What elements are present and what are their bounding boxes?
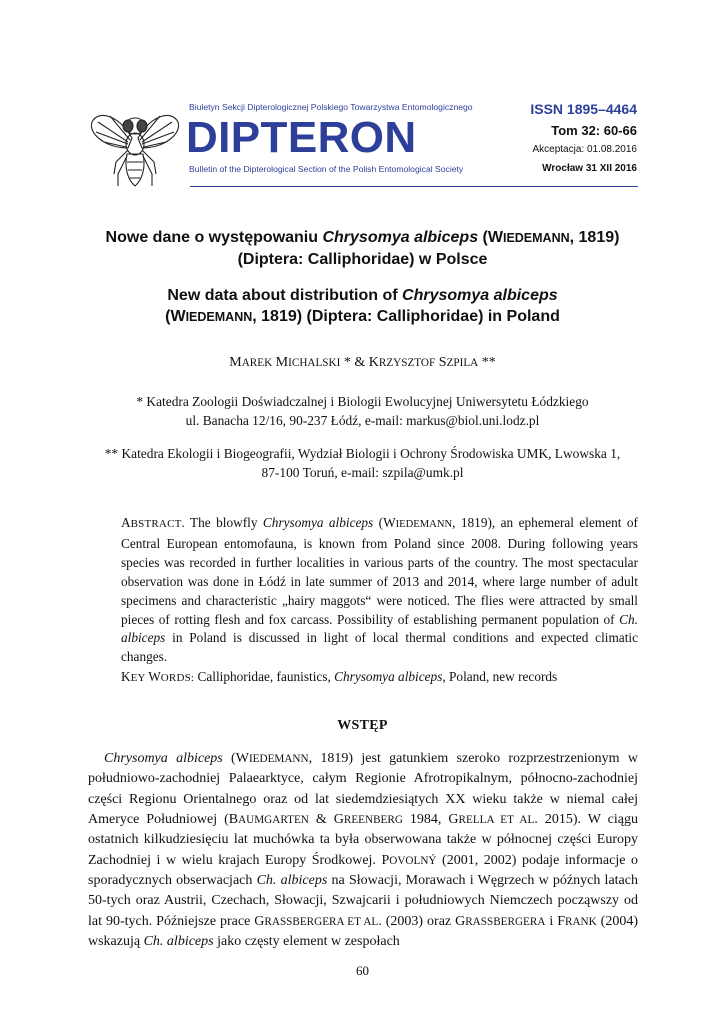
acceptance-date: Akceptacja: 01.08.2016 [532,144,637,155]
header-rule [190,186,638,187]
section-heading: WSTĘP [337,718,388,733]
volume: Tom 32: 60-66 [551,123,637,138]
issn: ISSN 1895–4464 [530,101,637,117]
journal-meta [530,98,637,180]
journal-title: DIPTERON [186,113,417,162]
affiliation-first: * Katedra Zoologii Doświadczalnej i Biologii Ewolucyjnej Uniwersytetu Łódzkiego ul. Banacha 12/16, 90-237 Łódź, e-mail: markus@biol.uni.lodz.pl [136,394,589,428]
title-polish: Nowe dane o występowaniu Chrysomya albiceps (WIEDEMANN, 1819) (Diptera: Calliphoridae) w Polsce [105,229,620,268]
publication-place-date: Wrocław 31 XII 2016 [542,163,637,174]
keywords: KEY WORDS: Calliphoridae, faunistics, Chrysomya albiceps, Poland, new records [121,669,558,684]
affiliation-second: ** Katedra Ekologii i Biogeografii, Wydział Biologii i Ochrony Środowiska UMK, Lwowska 1, 87-100 Toruń, e-mail: szpila@umk.pl [104,446,621,480]
society-line: Biuletyn Sekcji Dipterologicznej Polskiego Towarzystwa Entomologicznego [189,102,473,112]
bulletin-line: Bulletin of the Dipterological Section of the Polish Entomological Society [189,164,464,174]
title-english: New data about distribution of Chrysomya albiceps (WIEDEMANN, 1819) (Diptera: Calliphoridae) in Poland [165,287,560,325]
author-list: MAREK MICHALSKI * & KRZYSZTOF SZPILA ** [229,355,496,370]
abstract: ABSTRACT. The blowfly Chrysomya albiceps (WIEDEMANN, 1819), an ephemeral element of Central European entomofauna, is known from Poland since 2008. During following years species was recorded in further localities in various parts of the country. The most spectacular observation was done in Łódź in late summer of 2013 and 2014, where large number of adult specimens and characteristic „hairy maggots“ were noticed. The flies were attracted by small pieces of rotting flesh and fox carcass. Possibility of establishing permanent population of Ch. albiceps in Poland is discussed in light of local thermal conditions and expected climatic changes. [121,515,638,665]
body-paragraph: Chrysomya albiceps (WIEDEMANN, 1819) jest gatunkiem szeroko rozprzestrzenionym w południowo-zachodniej Palaearktyce, całym Regionie Afrotropikalnym, północno-zachodniej części Regionu Orientalnego oraz od lat siedemdziesiątych XX wieku także w niemal całej Ameryce Południowej (BAUMGARTEN & GREENBERG 1984, GRELLA ET AL. 2015). W ciągu ostatnich kilkudziesięciu lat muchówka ta była obserwowana także w północnej części Europy Zachodniej i w wielu krajach Europy Środkowej. POVOLNÝ (2001, 2002) podaje informacje o sporadycznych obserwacjach Ch. albiceps na Słowacji, Morawach i Węgrzech w późnych latach 50-tych oraz Austrii, Czechach, Słowacji, Szwajcarii i południowych Niemczech począwszy od lat 90-tych. Późniejsze prace GRASSBERGERA ET AL. (2003) oraz GRASSBERGERA i FRANK (2004) wskazują Ch. albiceps jako częsty element w zespołach [88,751,639,950]
page-number: 60 [356,963,369,978]
fly-logo-icon [88,104,182,194]
